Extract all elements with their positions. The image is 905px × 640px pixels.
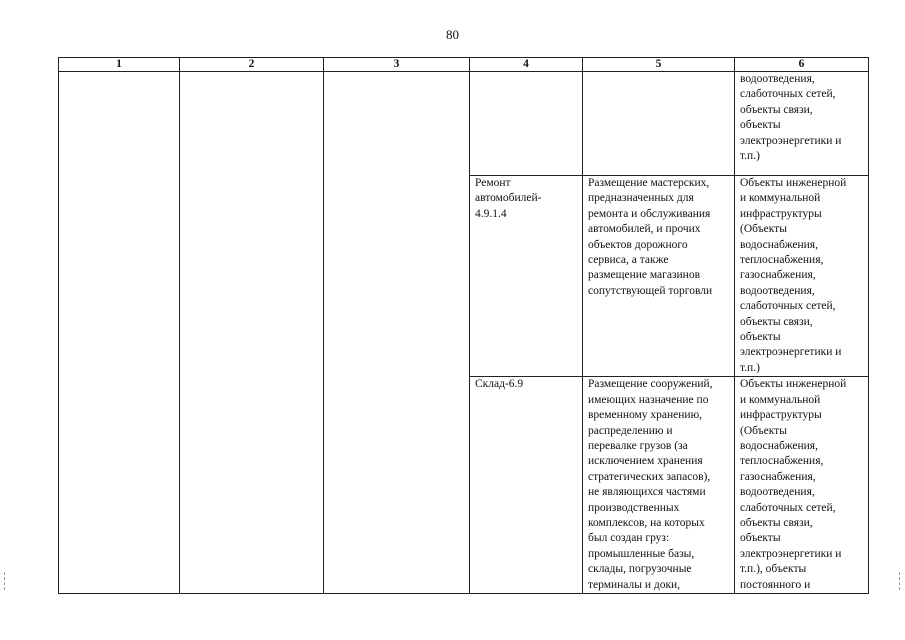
- column-header-1: 1: [59, 58, 180, 72]
- page-number: 80: [446, 27, 459, 42]
- table-row: [59, 72, 869, 176]
- column-header-6: 6: [735, 58, 869, 72]
- cell-description: Размещение мастерских, предназначенных для ремонта и обслуживания автомобилей, и прочих объектов дорожного сервиса, а также размещение магазинов сопутствующей торговли: [583, 176, 735, 377]
- column-header-3: 3: [324, 58, 470, 72]
- cell-use-type: Склад-6.9: [470, 377, 583, 594]
- regulation-table: [58, 57, 869, 594]
- cell-col3-merged: [324, 72, 470, 594]
- cell-use-type: [470, 72, 583, 176]
- scan-edge-mark-left: [4, 572, 6, 590]
- cell-auxiliary-objects: Объекты инженерной и коммунальной инфраструктуры (Объекты водоснабжения, теплоснабжения, газоснабжения, водоотведения, слаботочных сетей, объекты связи, объекты электроэнергетики и т.п.): [735, 176, 869, 377]
- scan-edge-mark-right: [899, 572, 901, 590]
- cell-auxiliary-objects: Объекты инженерной и коммунальной инфраструктуры (Объекты водоснабжения, теплоснабжения, газоснабжения, водоотведения, слаботочных сетей, объекты связи, объекты электроэнергетики и т.п.), объекты постоянного и: [735, 377, 869, 594]
- cell-description: Размещение сооружений, имеющих назначение по временному хранению, распределению и перевалке грузов (за исключением хранения стратегических запасов), не являющихся частями производственных комплексов, на которых был создан груз: промышленные базы, склады, погрузочные терминалы и доки,: [583, 377, 735, 594]
- column-header-4: 4: [470, 58, 583, 72]
- cell-auxiliary-objects: водоотведения, слаботочных сетей, объекты связи, объекты электроэнергетики и т.п.): [735, 72, 869, 176]
- cell-description: [583, 72, 735, 176]
- column-header-5: 5: [583, 58, 735, 72]
- table-header-row: [59, 58, 869, 72]
- cell-col2-merged: [180, 72, 324, 594]
- cell-col1-merged: [59, 72, 180, 594]
- cell-use-type: Ремонт автомобилей- 4.9.1.4: [470, 176, 583, 377]
- column-header-2: 2: [180, 58, 324, 72]
